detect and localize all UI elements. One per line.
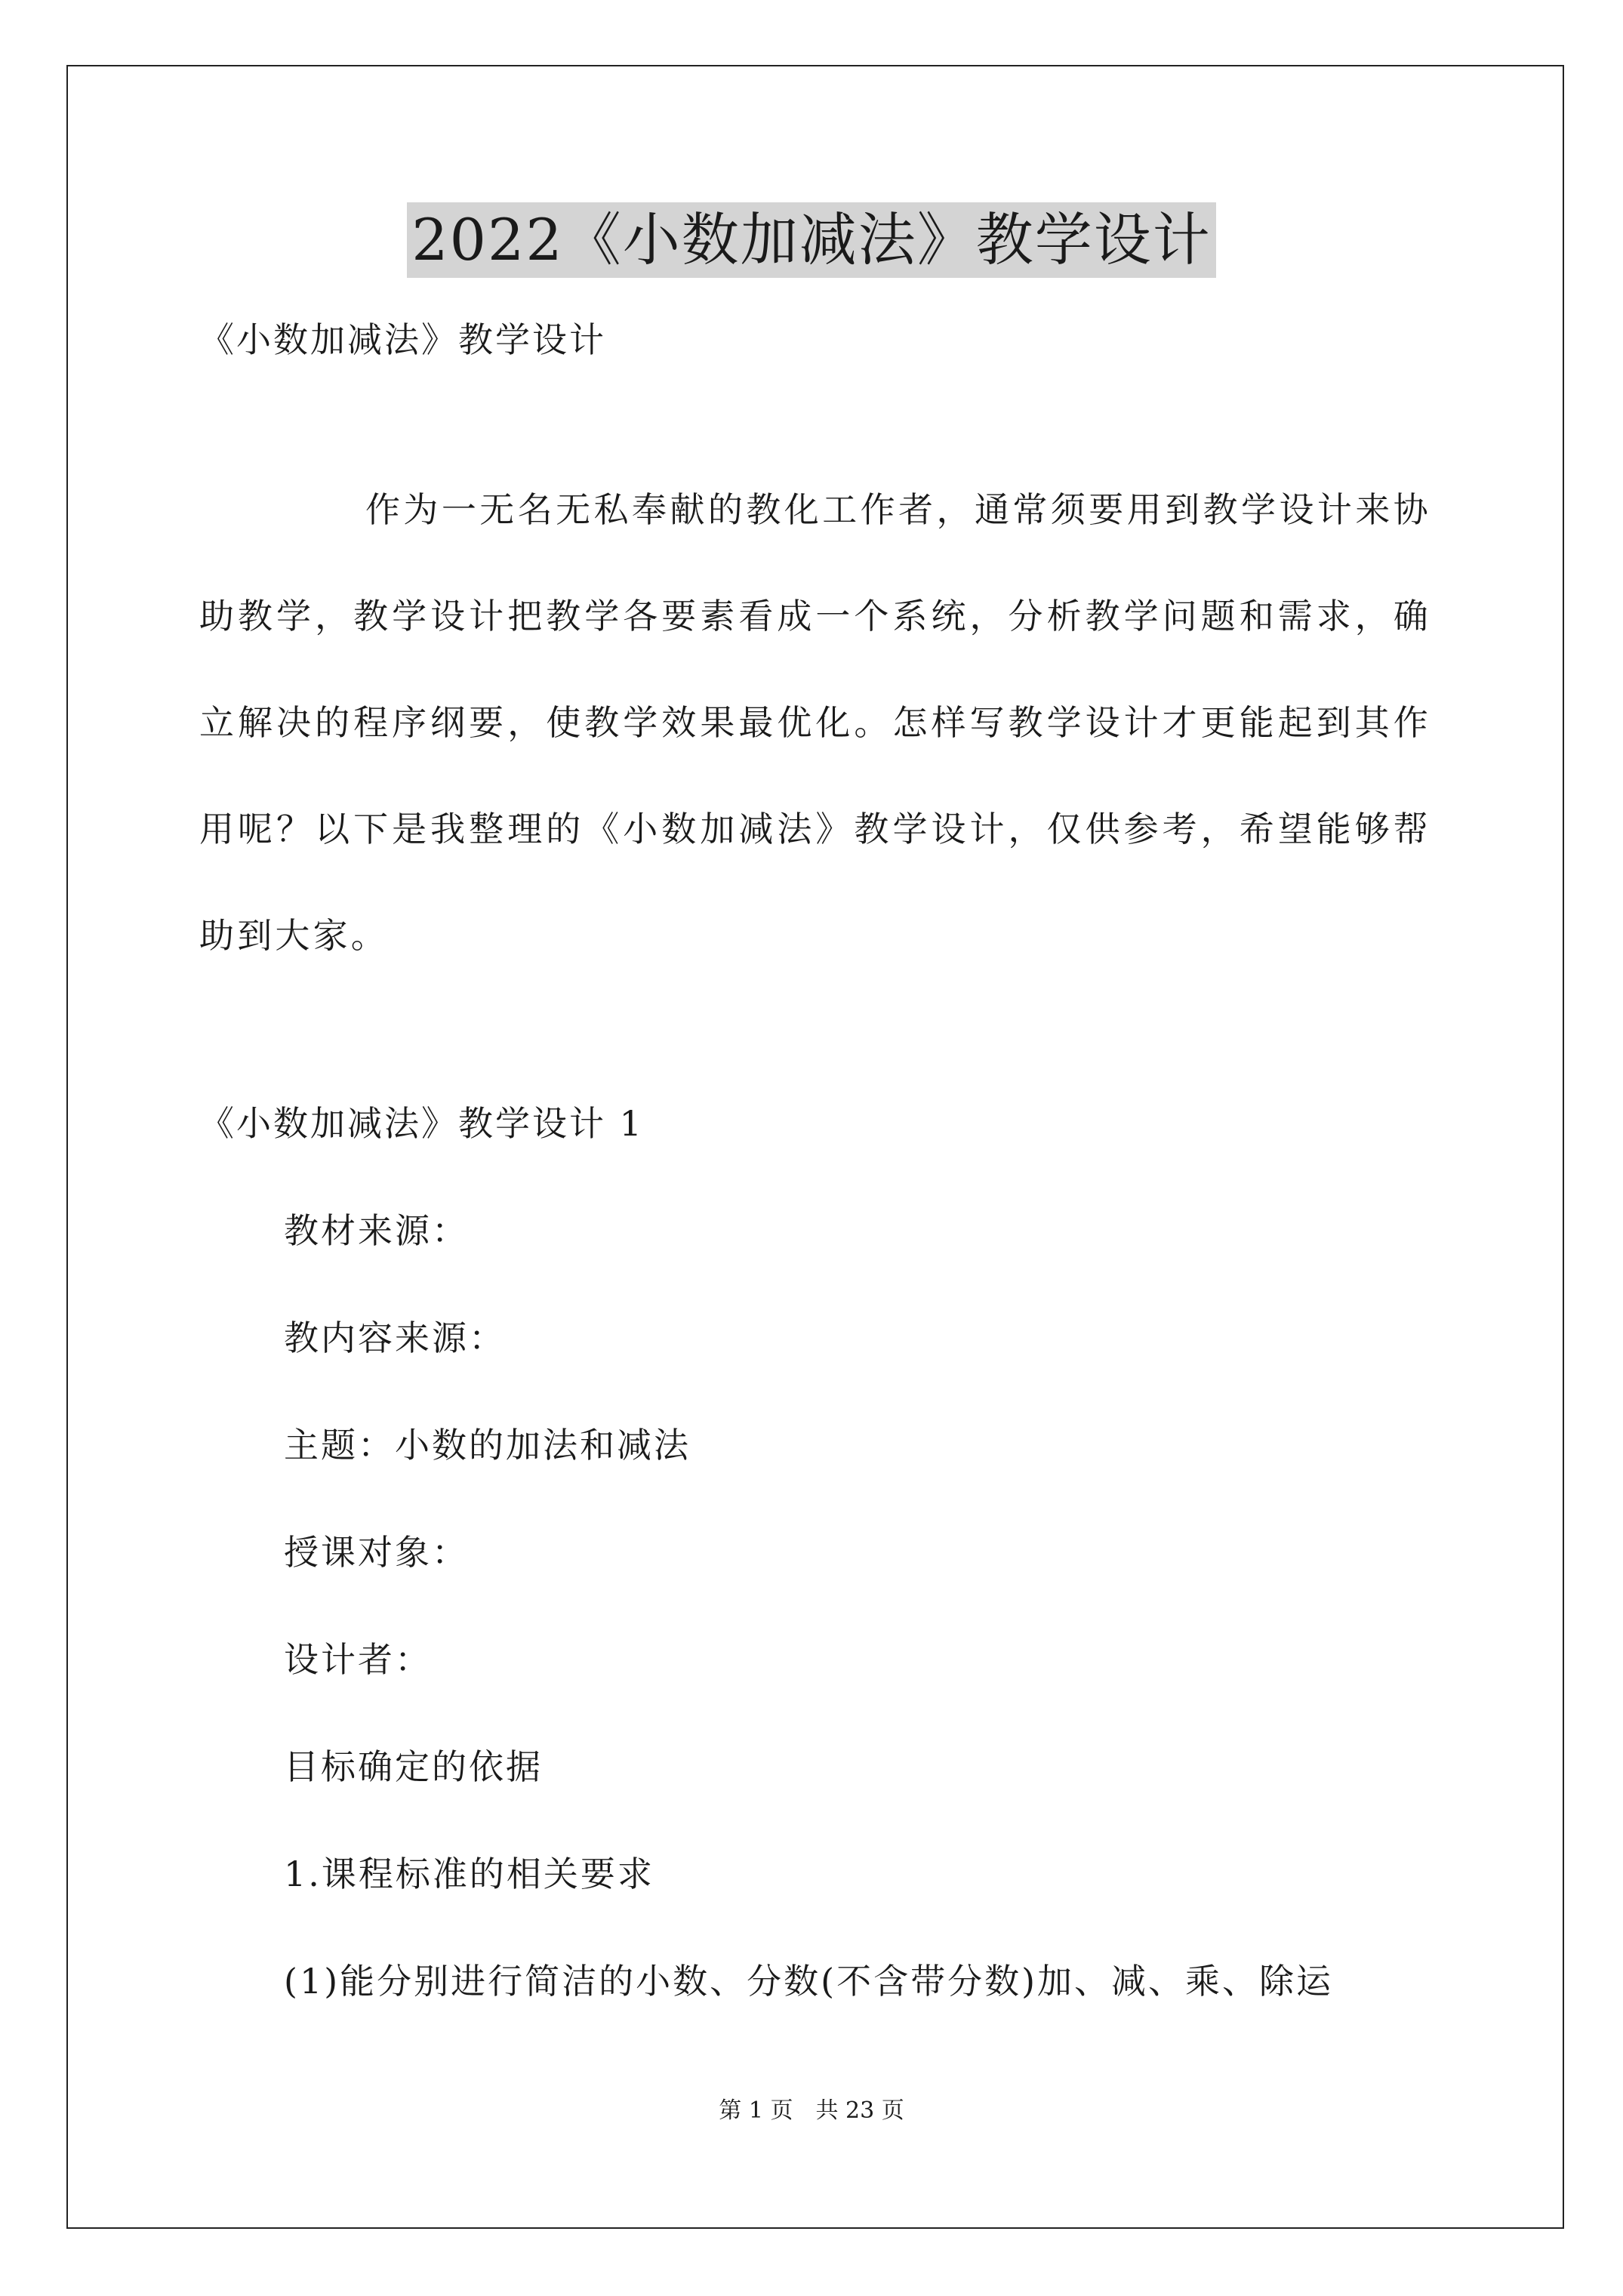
intro-paragraph: 作为一无名无私奉献的教化工作者，通常须要用到教学设计来协助教学，教学设计把教学各要素看成一个系统，分析教学问题和需求，确立解决的程序纲要，使教学效果最优化。怎样写教学设计才更能起到其作用呢？以下是我整理的《小数加减法》教学设计，仅供参考，希望能够帮助到大家。 (199, 489, 1431, 956)
page-number-footer: 第 1 页 共 23 页 (719, 2097, 904, 2124)
item-designer: 设计者： (284, 1639, 432, 1680)
item-audience: 授课对象： (284, 1532, 469, 1573)
item-textbook-source: 教材来源： (284, 1210, 469, 1251)
document-title-text: 2022《小数加减法》教学设计 (407, 202, 1215, 278)
item-requirement-1: (1)能分别进行简洁的小数、分数(不含带分数)加、减、乘、除运 (284, 1961, 1334, 2002)
item-content-source: 教内容来源： (284, 1318, 506, 1358)
item-curriculum-standard: 1.课程标准的相关要求 (284, 1854, 654, 1894)
document-title (0, 202, 1623, 278)
item-topic: 主题：小数的加法和减法 (284, 1425, 691, 1465)
item-goal-basis: 目标确定的依据 (284, 1746, 543, 1787)
section-heading: 《小数加减法》教学设计 1 (199, 1103, 644, 1144)
page-border (66, 65, 1564, 2229)
document-subtitle: 《小数加减法》教学设计 (199, 319, 606, 360)
